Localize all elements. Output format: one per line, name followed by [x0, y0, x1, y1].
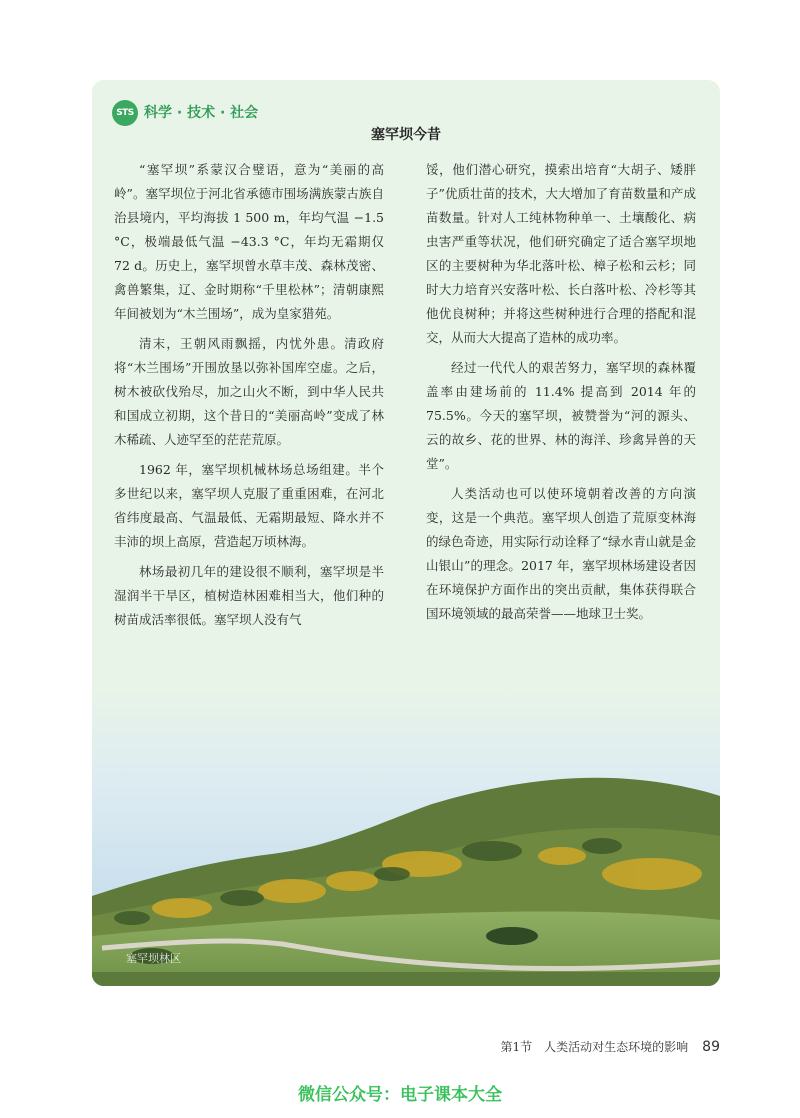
sts-card [92, 80, 720, 986]
section-label: 科学 · 技术 · 社会 [144, 105, 259, 121]
paragraph: “塞罕坝”系蒙汉合璧语，意为“美丽的高岭”。塞罕坝位于河北省承德市围场满族蒙古族自治县境内，平均海拔 1 500 m，年均气温 −1.5 °C，极端最低气温 −43.3 °C，年均无霜期仅 72 d。历史上，塞罕坝曾水草丰茂、森林茂密、禽兽繁集，辽、金时期称“千里松林”；清朝康熙年间被划为“木兰围场”，成为皇家猎苑。 [114, 162, 384, 321]
page-footer [0, 1038, 720, 1055]
photo-caption: 塞罕坝林区 [126, 952, 181, 965]
paragraph: 清末，王朝风雨飘摇，内忧外患。清政府将“木兰围场”开围放垦以弥补国库空虚。之后，树木被砍伐殆尽，加之山火不断，到中华人民共和国成立初期，这个昔日的“美丽高岭”变成了林木稀疏、人迹罕至的茫茫荒原。 [114, 336, 384, 447]
paragraph: 林场最初几年的建设很不顺利，塞罕坝是半湿润半干旱区，植树造林困难相当大，他们种的树苗成活率很低。塞罕坝人没有气 [114, 564, 384, 627]
paragraph: 馁，他们潜心研究，摸索出培育“大胡子、矮胖子”优质壮苗的技术，大大增加了育苗数量和产成苗数量。针对人工纯林物种单一、土壤酸化、病虫害严重等状况，他们研究确定了适合塞罕坝地区的主要树种为华北落叶松、樟子松和云杉；同时大力培育兴安落叶松、长白落叶松、冷杉等其他优良树种；并将这些树种进行合理的搭配和混交，从而大大提高了造林的成功率。 [426, 162, 696, 345]
footer-section-title: 第1节 人类活动对生态环境的影响 [500, 1040, 689, 1054]
paragraph: 1962 年，塞罕坝机械林场总场组建。半个多世纪以来，塞罕坝人克服了重重困难，在河北省纬度最高、气温最低、无霜期最短、降水并不丰沛的坝上高原，营造起万顷林海。 [114, 462, 384, 549]
wechat-watermark: 微信公众号：电子课本大全 [298, 1085, 502, 1105]
sts-badge-icon: STS [112, 100, 138, 126]
forest-landscape-photo [92, 686, 720, 986]
landscape-illustration [92, 686, 720, 986]
left-column [114, 158, 384, 638]
page-number: 89 [702, 1039, 720, 1055]
paragraph: 人类活动也可以使环境朝着改善的方向演变，这是一个典范。塞罕坝人创造了荒原变林海的绿色奇迹，用实际行动诠释了“绿水青山就是金山银山”的理念。2017 年，塞罕坝林场建设者因在环境保护方面作出的突出贡献，集体获得联合国环境领域的最高荣誉——地球卫士奖。 [426, 486, 696, 621]
right-column [426, 158, 696, 632]
paragraph: 经过一代代人的艰苦努力，塞罕坝的森林覆盖率由建场前的 11.4% 提高到 2014 年的 75.5%。今天的塞罕坝，被赞誉为“河的源头、云的故乡、花的世界、林的海洋、珍禽异兽的天堂”。 [426, 360, 696, 471]
article-title: 塞罕坝今昔 [371, 127, 441, 143]
